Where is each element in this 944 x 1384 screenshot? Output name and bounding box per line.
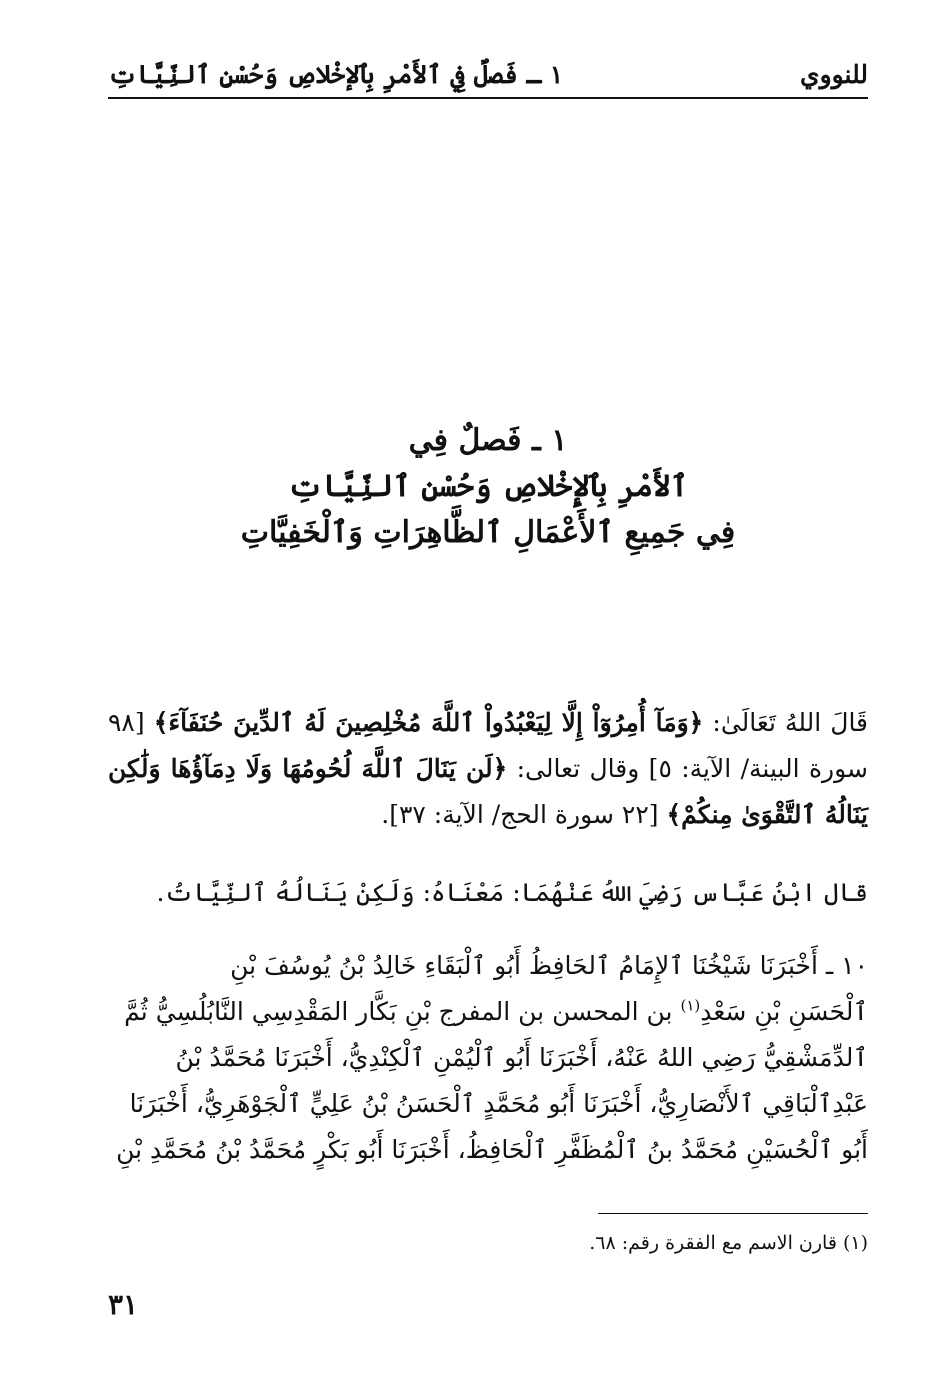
hadith-line-2-end: بن المحسن بن المفرج بْنِ بَكَّار المَقْدِسِي النَّابُلُسِيُّ ثُمَّ — [124, 997, 681, 1026]
chapter-title-line-1: ١ ـ فَصلٌ فِي — [408, 423, 568, 458]
paragraph-quran-verses — [108, 700, 868, 838]
verse-intro: قَالَ اللهُ تَعَالَىٰ: — [703, 708, 869, 737]
hadith-line-2 — [108, 989, 868, 1035]
quran-verse-1: ﴿وَمَآ أُمِرُوٓاْ إِلَّا لِيَعْبُدُواْ ٱللَّهَ مُخْلِصِينَ لَهُ ٱلدِّينَ حُنَفَآءَ﴾ — [153, 708, 704, 737]
paragraph-hadith-chain — [108, 943, 868, 1173]
hadith-line-2-start: ٱلْحَسَنِ بْنِ سَعْدِ — [700, 997, 868, 1026]
footnote: (١) قارن الاسم مع الفقرة رقم: ٦٨. — [589, 1232, 868, 1254]
footnote-rule — [598, 1213, 868, 1214]
running-head-chapter: ١ ـ فَصلٌ فِي ٱلأَمْرِ بِٱلإخْلاصِ وَحُسْنِ ٱلنِّيَّاتِ — [108, 60, 564, 89]
hadith-line-1: ١٠ ـ أَخْبَرَنَا شَيْخُنَا ٱلإِمَامُ ٱلحَافِظُ أَبُو ٱلْبَقَاءِ خَالِدُ بْنُ يُوسُفَ بْنِ — [230, 951, 868, 980]
header-rule — [108, 97, 868, 99]
paragraph-ibn-abbas — [108, 870, 868, 916]
running-head — [108, 58, 868, 98]
hadith-line-5: أَبُو ٱلْحُسَيْنِ مُحَمَّدُ بنُ ٱلْمُظَفَّرِ ٱلْحَافِظُ، أَخْبَرَنَا أَبُو بَكْرٍ مُحَمَّدُ بْنُ مُحَمَّدِ بْنِ — [116, 1135, 868, 1164]
page-number: ٣١ — [108, 1288, 139, 1321]
hadith-line-3: ٱلدِّمَشْقِيُّ رَضِي اللهُ عَنْهُ، أَخْبَرَنَا أَبُو ٱلْيُمْنِ ٱلْكِنْدِيُّ، أَخْبَرَنَا مُحَمَّدُ بْنُ — [175, 1043, 868, 1072]
chapter-title-line-3: فِي جَمِيعِ ٱلأَعْمَالِ ٱلظَّاهِرَاتِ وَٱلْخَفِيَّاتِ — [240, 515, 736, 550]
hadith-line-4: عَبْدِٱلْبَاقِي ٱلأَنْصَارِيُّ، أَخْبَرَنَا أَبُو مُحَمَّدٍ ٱلْحَسَنُ بْنُ عَلِيٍّ ٱلْجَوْهَرِيُّ، أَخْبَرَنَا — [129, 1089, 868, 1118]
quran-verse-2: ﴿لَن يَنَالَ ٱللَّهَ لُحُومُهَا وَلَا دِمَآؤُهَا وَلَٰكِن يَنَالُهُ ٱلتَّقْوَىٰ مِنكُمْ﴾ — [108, 754, 868, 829]
chapter-title-line-2: ٱلأَمْرِ بِٱلإِخْلاصِ وَحُسْنِ ٱلنِّيَّاتِ — [287, 469, 689, 504]
chapter-title — [108, 418, 868, 556]
verse-1-reference: [٩٨ سورة البينة/ الآية: ٥] وقال تعالى: — [108, 708, 868, 783]
running-head-author: للنووي — [800, 60, 868, 89]
ibn-abbas-quote: قال ابْنُ عَبَّاس رَضِيَ اللهُ عَنْهُمَا: مَعْنَاهُ: وَلَكِنْ يَنَالُهُ ٱلنِّيَّاتُ. — [156, 878, 868, 907]
verse-2-reference: [٢٢ سورة الحج/ الآية: ٣٧]. — [381, 800, 667, 829]
footnote-marker[interactable]: (١) — [680, 996, 701, 1015]
